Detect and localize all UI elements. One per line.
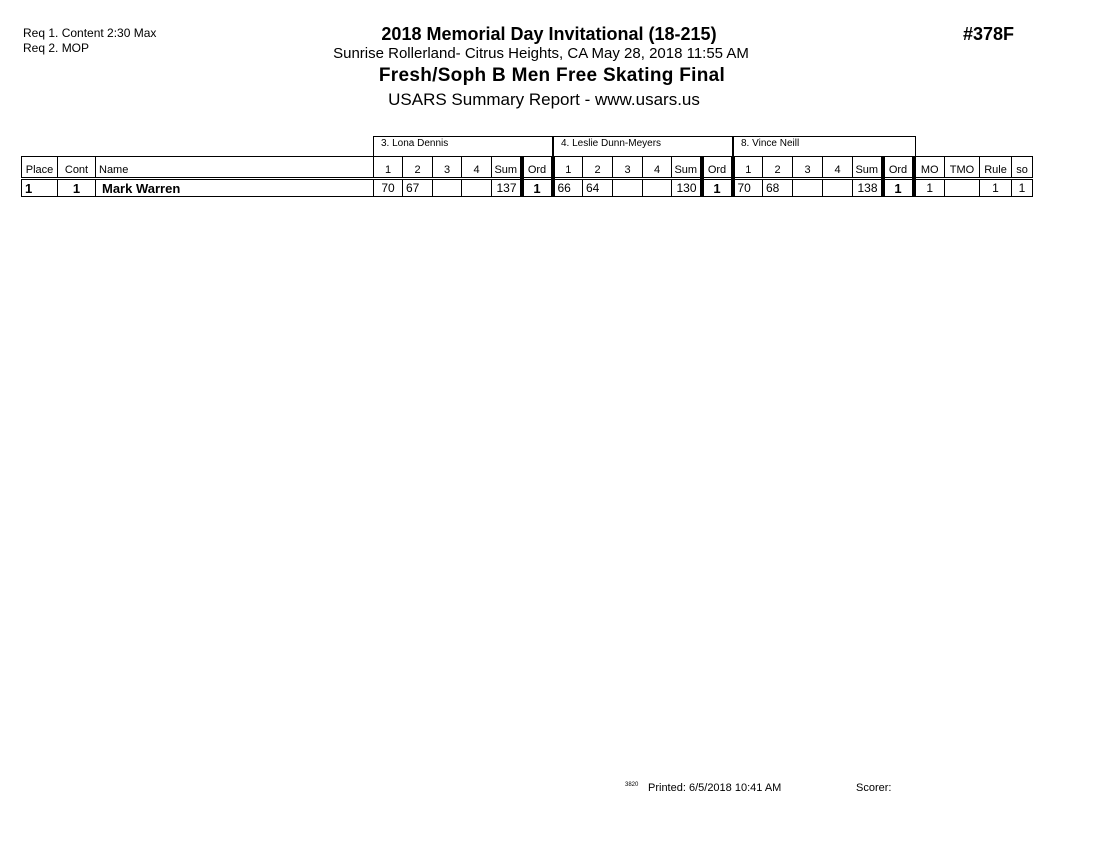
j1-score-3 — [433, 179, 462, 197]
j2-col-ord: Ord — [702, 157, 733, 179]
j2-col-3: 3 — [613, 157, 643, 179]
j2-ord: 1 — [702, 179, 733, 197]
rule-cell: 1 — [980, 179, 1012, 197]
j1-col-1: 1 — [374, 157, 403, 179]
printed-timestamp: Printed: 6/5/2018 10:41 AM — [648, 782, 782, 794]
j1-sum: 137 — [492, 179, 522, 197]
j3-col-2: 2 — [763, 157, 793, 179]
j3-ord: 1 — [883, 179, 914, 197]
j1-col-4: 4 — [462, 157, 492, 179]
results-table — [21, 156, 1033, 197]
j3-col-ord: Ord — [883, 157, 914, 179]
requirement-2: Req 2. MOP — [23, 41, 90, 55]
j1-score-4 — [462, 179, 492, 197]
j2-score-4 — [643, 179, 672, 197]
j2-score-2: 64 — [583, 179, 613, 197]
j2-sum: 130 — [672, 179, 702, 197]
j2-score-1: 66 — [553, 179, 583, 197]
venue-date: Sunrise Rollerland- Citrus Heights, CA May 28, 2018 11:55 AM — [333, 45, 749, 62]
col-so: so — [1012, 157, 1033, 179]
skater-name: Mark Warren — [96, 179, 374, 197]
j1-ord: 1 — [522, 179, 553, 197]
j2-col-1: 1 — [553, 157, 583, 179]
j3-sum: 138 — [853, 179, 883, 197]
judge-header-1: 3. Lona Dennis — [373, 136, 553, 156]
tmo-cell — [945, 179, 980, 197]
j3-col-4: 4 — [823, 157, 853, 179]
j2-col-4: 4 — [643, 157, 672, 179]
footer-code: 3820 — [625, 782, 639, 788]
report-title: USARS Summary Report - www.usars.us — [388, 90, 700, 109]
col-rule: Rule — [980, 157, 1012, 179]
col-place: Place — [22, 157, 58, 179]
j3-col-1: 1 — [733, 157, 763, 179]
j2-col-2: 2 — [583, 157, 613, 179]
j2-score-3 — [613, 179, 643, 197]
j3-col-3: 3 — [793, 157, 823, 179]
j2-col-sum: Sum — [672, 157, 702, 179]
event-title: Fresh/Soph B Men Free Skating Final — [378, 65, 726, 86]
event-number: #378F — [963, 24, 1015, 44]
col-mo: MO — [914, 157, 945, 179]
judge-header-2: 4. Leslie Dunn-Meyers — [553, 136, 733, 156]
j3-score-2: 68 — [763, 179, 793, 197]
j1-col-sum: Sum — [492, 157, 522, 179]
j1-col-ord: Ord — [522, 157, 553, 179]
col-tmo: TMO — [945, 157, 980, 179]
so-cell: 1 — [1012, 179, 1033, 197]
j1-col-2: 2 — [403, 157, 433, 179]
mo-cell: 1 — [914, 179, 945, 197]
header-row — [22, 157, 1033, 179]
judge-header-3: 8. Vince Neill — [733, 136, 916, 156]
j3-score-4 — [823, 179, 853, 197]
competition-title: 2018 Memorial Day Invitational (18-215) — [381, 24, 717, 44]
j1-score-1: 70 — [374, 179, 403, 197]
col-cont: Cont — [58, 157, 96, 179]
j1-col-3: 3 — [433, 157, 462, 179]
cont-cell: 1 — [58, 179, 96, 197]
j1-score-2: 67 — [403, 179, 433, 197]
j3-score-1: 70 — [733, 179, 763, 197]
place-cell: 1 — [22, 179, 58, 197]
table-row — [22, 179, 1033, 197]
j3-col-sum: Sum — [853, 157, 883, 179]
requirement-1: Req 1. Content 2:30 Max — [23, 26, 157, 40]
col-name: Name — [96, 157, 374, 179]
j3-score-3 — [793, 179, 823, 197]
scorer-label: Scorer: — [856, 782, 892, 794]
